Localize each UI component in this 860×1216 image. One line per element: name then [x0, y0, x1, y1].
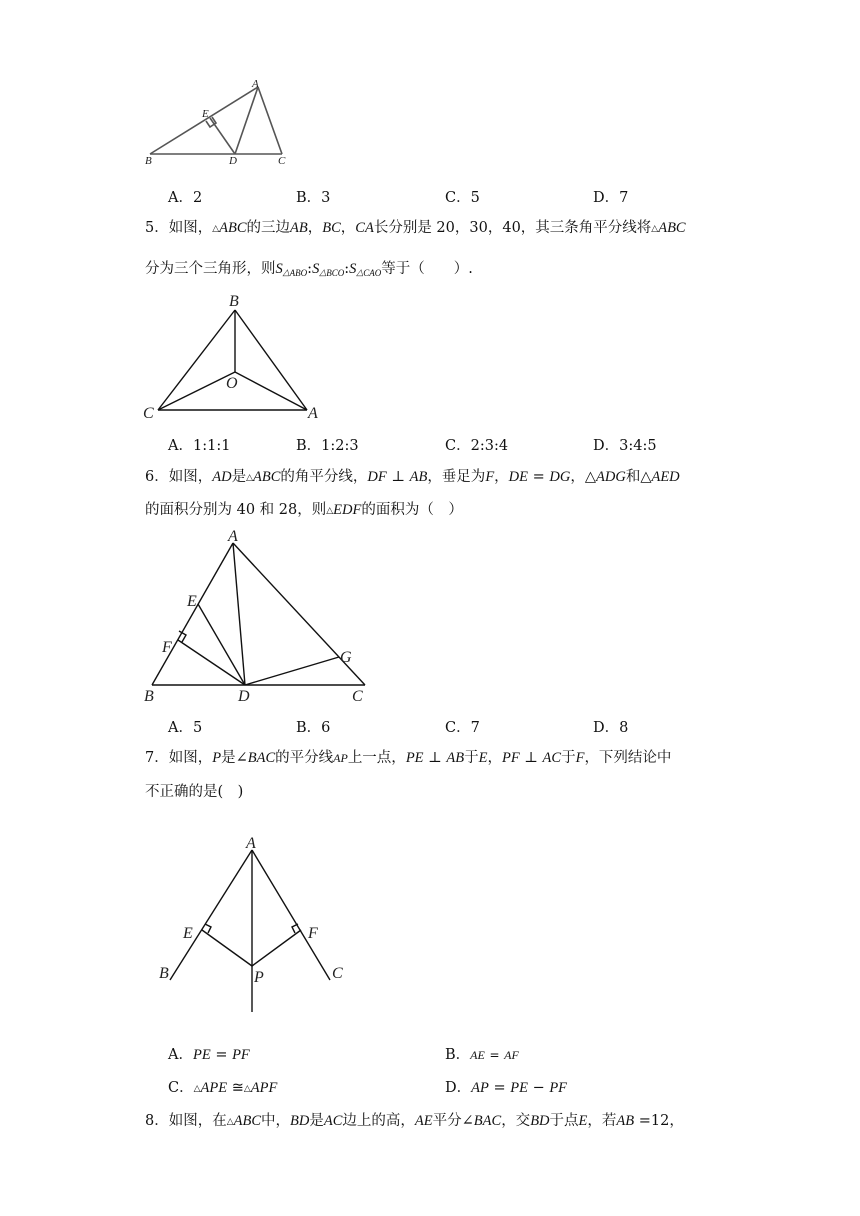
q5-option-d[interactable] — [593, 434, 657, 455]
q6-option-a[interactable] — [168, 716, 202, 737]
option-value: 7 — [619, 190, 629, 206]
q5-option-c[interactable] — [445, 434, 508, 455]
q5-line1: 5．如图，△ABC的三边AB，BC，CA长分别是 20，30，40，其三条角平分线将△ABC — [145, 220, 686, 236]
option-value: 8 — [619, 720, 629, 736]
option-value: 7 — [470, 720, 480, 736]
option-value: 3 — [321, 190, 331, 206]
label-p: P — [254, 969, 264, 986]
q7-option-a[interactable]: A．PE = PF — [168, 1047, 250, 1063]
option-value: 2:3:4 — [470, 438, 509, 454]
q7-line2: 不正确的是( ) — [145, 784, 244, 800]
q7-line1: 7．如图，P是∠BAC的平分线AP上一点，PE ⊥ AB于E，PF ⊥ AC于F，下列结论中 — [145, 750, 672, 766]
option-letter: B． — [296, 438, 322, 454]
label-a: A — [246, 835, 256, 852]
q6-option-c[interactable] — [445, 716, 480, 737]
option-value: 1:2:3 — [321, 438, 359, 454]
option-value: 2 — [192, 190, 203, 206]
label-a: A — [252, 78, 259, 90]
q4-option-c[interactable] — [445, 186, 480, 207]
label-o: O — [226, 375, 238, 392]
option-letter: C． — [445, 438, 471, 454]
label-e: E — [202, 108, 209, 120]
q6-line2: 的面积分别为 40 和 28，则△EDF的面积为（ ） — [145, 502, 463, 518]
label-b: B — [145, 155, 152, 167]
option-letter: D． — [593, 720, 620, 736]
option-letter: A． — [168, 190, 193, 206]
figure-q4 — [140, 75, 300, 170]
label-c: C — [278, 155, 286, 167]
q7-option-c[interactable]: C．△APE ≅△APF — [168, 1080, 278, 1096]
label-a: A — [228, 528, 238, 545]
option-letter: D． — [593, 190, 620, 206]
option-letter: D． — [593, 438, 620, 454]
q6-option-b[interactable] — [296, 716, 330, 737]
option-value: 6 — [321, 720, 331, 736]
figure-q5 — [140, 290, 330, 425]
q7-option-d[interactable]: D．AP = PE − PF — [445, 1080, 568, 1096]
label-e: E — [183, 925, 193, 942]
q6-line1: 6．如图，AD是△ABC的角平分线，DF ⊥ AB，垂足为F，DE = DG，△ADG和△AED — [145, 469, 680, 485]
option-value: 5 — [470, 190, 480, 206]
option-letter: B． — [296, 190, 322, 206]
q5-line2: 分为三个三角形，则$S_{\triangle ABO}:S_{\triangle BCO}:S_{\triangle CAO}$等于（ ）. — [145, 261, 473, 278]
label-f: F — [308, 925, 318, 942]
label-c: C — [332, 965, 343, 982]
label-d: D — [229, 155, 237, 167]
label-b: B — [144, 688, 154, 705]
label-f: F — [162, 639, 172, 656]
option-letter: C． — [445, 190, 471, 206]
option-letter: C． — [445, 720, 471, 736]
label-b: B — [159, 965, 169, 982]
q8-line1: 8．如图，在△ABC中，BD是AC边上的高，AE平分∠BAC，交BD于点E，若AB =12， — [145, 1113, 684, 1129]
label-d: D — [238, 688, 250, 705]
figure-q6 — [140, 525, 380, 710]
q6-option-d[interactable] — [593, 716, 628, 737]
q5-option-b[interactable] — [296, 434, 359, 455]
label-a: A — [308, 405, 318, 422]
option-value: 5 — [192, 720, 203, 736]
q4-option-a[interactable] — [168, 186, 202, 207]
label-c: C — [352, 688, 363, 705]
label-e: E — [187, 593, 197, 610]
q4-option-d[interactable] — [593, 186, 628, 207]
option-value: 3:4:5 — [619, 438, 657, 454]
label-c: C — [143, 405, 154, 422]
option-value: 1:1:1 — [192, 438, 231, 454]
label-b: B — [229, 293, 239, 310]
q5-option-a[interactable] — [168, 434, 230, 455]
option-letter: A． — [168, 720, 193, 736]
option-letter: B． — [296, 720, 322, 736]
figure-q7 — [150, 830, 360, 1020]
q4-option-b[interactable] — [296, 186, 330, 207]
label-g: G — [340, 649, 352, 666]
option-letter: A． — [168, 438, 193, 454]
q7-option-b[interactable]: B．AE = AF — [445, 1047, 519, 1063]
